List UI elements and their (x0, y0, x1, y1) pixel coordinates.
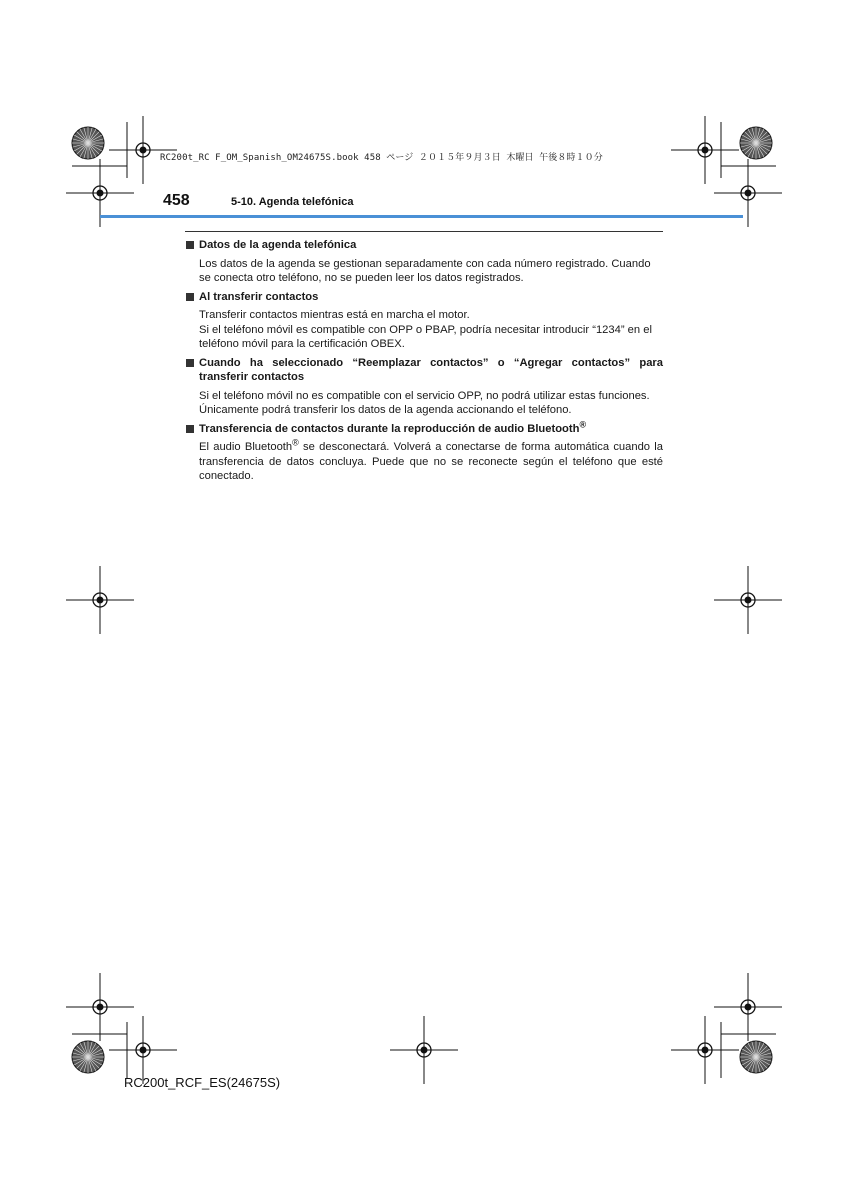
registration-target-icon (109, 1016, 177, 1084)
paragraph: Si el teléfono móvil es compatible con OPP o PBAP, podría necesitar introducir “1234” en el teléfono móvil para la certificación OBEX. (199, 323, 652, 350)
section-title: 5-10. Agenda telefónica (231, 196, 354, 208)
paragraph: Los datos de la agenda se gestionan separadamente con cada número registrado. Cuando se conecta otro teléfono, no se pueden leer los datos registrados. (199, 257, 651, 284)
section-heading: Datos de la agenda telefónica (199, 239, 357, 251)
header-rule (100, 215, 743, 218)
paragraph: Si el teléfono móvil no es compatible con el servicio OPP, no podrá utilizar estas funciones. Únicamente podrá transferir los datos de la agenda accionando el teléfono. (199, 389, 650, 416)
square-bullet-icon (186, 293, 194, 301)
sunburst-mark-icon (72, 1041, 104, 1073)
section-replace-add-contacts (186, 356, 663, 418)
square-bullet-icon (186, 241, 194, 249)
registration-target-icon (671, 116, 739, 184)
section-transfer-contacts (186, 290, 663, 352)
square-bullet-icon (186, 425, 194, 433)
page-number: 458 (163, 192, 190, 209)
registration-target-icon (714, 566, 782, 634)
section-bluetooth-audio (186, 418, 663, 484)
square-bullet-icon (186, 359, 194, 367)
registered-mark: ® (579, 418, 587, 429)
registration-target-icon (66, 566, 134, 634)
print-info: RC200t_RC F_OM_Spanish_OM24675S.book 458 ページ ２０１５年９月３日 木曜日 午後８時１０分 (160, 153, 603, 163)
footer-code: RC200t_RCF_ES(24675S) (124, 1075, 281, 1090)
content-rule (185, 231, 663, 232)
section-heading: Cuando ha seleccionado “Reemplazar contactos” o “Agregar contactos” para transferir contactos (199, 356, 663, 383)
registration-target-icon (66, 973, 134, 1041)
registration-target-icon (714, 973, 782, 1041)
paragraph: Transferir contactos mientras está en marcha el motor. (199, 309, 470, 321)
section-heading: Al transferir contactos (199, 290, 319, 303)
section-phonebook-data (186, 238, 663, 286)
section-heading: Transferencia de contactos durante la reproducción de audio Bluetooth (199, 422, 580, 435)
content-area (186, 238, 663, 488)
sunburst-mark-icon (740, 127, 772, 159)
paragraph: El audio Bluetooth® se desconectará. Volverá a conectarse de forma automática cuando la transferencia de datos concluya. Puede que no se reconecte según el teléfono que esté conectado. (199, 437, 663, 482)
registration-target-icon (390, 1016, 458, 1084)
sunburst-mark-icon (740, 1041, 772, 1073)
registration-target-icon (671, 1016, 739, 1084)
registered-mark: ® (292, 437, 299, 448)
sunburst-mark-icon (72, 127, 104, 159)
